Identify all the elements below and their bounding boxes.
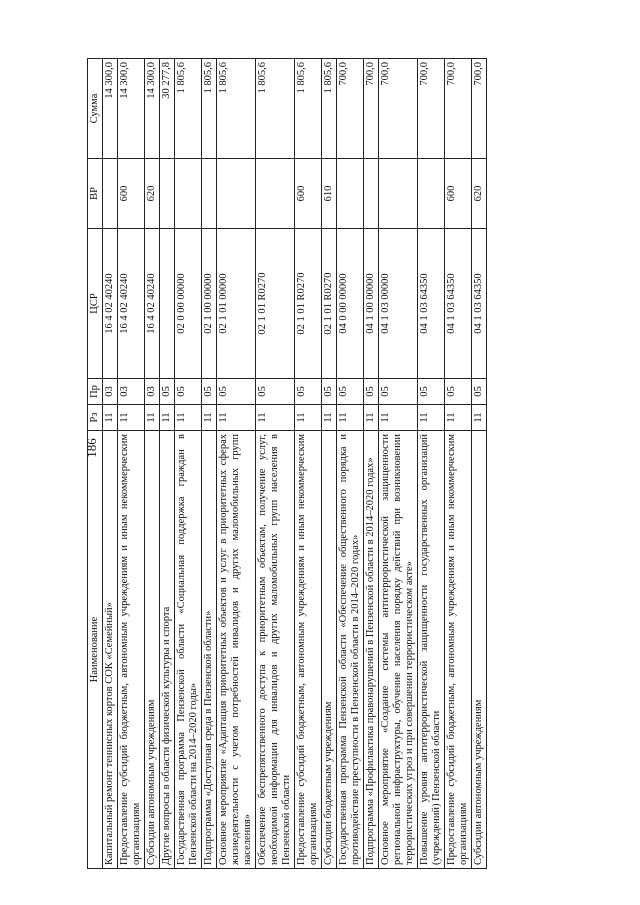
cell-sum: 1 805,6: [217, 59, 256, 159]
budget-table-container: [87, 59, 525, 869]
cell-name: Предоставление субсидий бюджетным, автономным учреждениям и иным некоммерческим организациям: [445, 431, 472, 869]
cell-sum: 700,0: [364, 59, 379, 159]
cell-pr: 05: [160, 379, 175, 405]
cell-rz: 11: [103, 405, 118, 431]
table-row: [295, 59, 322, 869]
cell-vr: [175, 159, 202, 229]
header-csr: ЦСР: [88, 229, 103, 379]
table-row: [160, 59, 175, 869]
cell-rz: 11: [217, 405, 256, 431]
cell-csr: 04 1 00 00000: [364, 229, 379, 379]
page-number: 186: [84, 438, 99, 458]
table-row: [364, 59, 379, 869]
table-row: [379, 59, 418, 869]
cell-sum: 14 300,0: [103, 59, 118, 159]
cell-csr: 04 0 00 00000: [337, 229, 364, 379]
table-row: [103, 59, 118, 869]
header-pr: Пр: [88, 379, 103, 405]
cell-rz: 11: [160, 405, 175, 431]
cell-sum: 700,0: [418, 59, 445, 159]
cell-vr: 620: [145, 159, 160, 229]
cell-sum: 30 277,8: [160, 59, 175, 159]
cell-rz: 11: [175, 405, 202, 431]
budget-table: [87, 58, 487, 869]
cell-pr: 05: [175, 379, 202, 405]
cell-pr: 05: [418, 379, 445, 405]
table-header-row: [88, 59, 103, 869]
cell-pr: 03: [118, 379, 145, 405]
table-row: [256, 59, 295, 869]
cell-sum: 700,0: [337, 59, 364, 159]
cell-csr: 16 4 02 40240: [118, 229, 145, 379]
cell-pr: 05: [322, 379, 337, 405]
cell-vr: 620: [472, 159, 487, 229]
cell-rz: 11: [202, 405, 217, 431]
table-row: [322, 59, 337, 869]
cell-rz: 11: [256, 405, 295, 431]
cell-name: Основное мероприятие «Создание системы антитеррористической защищенности региональной инфраструктуры, обучение населения порядку действий при возникновении террористических угроз и при совершении террористическом акте»: [379, 431, 418, 869]
cell-pr: 05: [217, 379, 256, 405]
cell-pr: 05: [379, 379, 418, 405]
cell-pr: 05: [202, 379, 217, 405]
cell-name: Государственная программа Пензенской области «Обеспечение общественного порядка и противодействие преступности в Пензенской области в 2014–2020 годах»: [337, 431, 364, 869]
table-row: [418, 59, 445, 869]
cell-sum: 1 805,6: [256, 59, 295, 159]
cell-rz: 11: [472, 405, 487, 431]
cell-csr: 02 1 00 00000: [202, 229, 217, 379]
cell-rz: 11: [379, 405, 418, 431]
cell-vr: [337, 159, 364, 229]
cell-name: Обеспечение беспрепятственного доступа к приоритетным объектам, получение услуг, необходимой информации для инвалидов и других маломобильных групп населения в Пензенской области: [256, 431, 295, 869]
cell-csr: 16 4 02 40240: [145, 229, 160, 379]
cell-pr: 05: [364, 379, 379, 405]
table-row: [202, 59, 217, 869]
cell-csr: 02 1 01 R0270: [295, 229, 322, 379]
table-row: [445, 59, 472, 869]
cell-csr: 04 1 03 64350: [418, 229, 445, 379]
cell-name: Субсидии автономным учреждениям: [145, 431, 160, 869]
cell-rz: 11: [322, 405, 337, 431]
cell-rz: 11: [118, 405, 145, 431]
cell-csr: 04 1 03 00000: [379, 229, 418, 379]
cell-vr: [160, 159, 175, 229]
cell-csr: 02 0 00 00000: [175, 229, 202, 379]
table-row: [145, 59, 160, 869]
cell-name: Повышение уровня антитеррористической защищенности государственных организаций (учреждений) Пензенской области: [418, 431, 445, 869]
cell-csr: 16 4 02 40240: [103, 229, 118, 379]
cell-pr: 03: [103, 379, 118, 405]
cell-vr: [364, 159, 379, 229]
table-body: [103, 59, 487, 869]
cell-pr: 05: [337, 379, 364, 405]
table-row: [472, 59, 487, 869]
header-rz: Рз: [88, 405, 103, 431]
cell-rz: 11: [364, 405, 379, 431]
cell-vr: 600: [445, 159, 472, 229]
cell-csr: 04 1 03 64350: [445, 229, 472, 379]
cell-vr: 600: [118, 159, 145, 229]
cell-sum: 1 805,6: [202, 59, 217, 159]
table-row: [217, 59, 256, 869]
cell-rz: 11: [418, 405, 445, 431]
header-sum: Сумма: [88, 59, 103, 159]
cell-sum: 14 300,0: [145, 59, 160, 159]
cell-vr: [103, 159, 118, 229]
cell-vr: [379, 159, 418, 229]
cell-rz: 11: [445, 405, 472, 431]
cell-vr: [256, 159, 295, 229]
cell-csr: 02 1 01 R0270: [322, 229, 337, 379]
cell-pr: 03: [145, 379, 160, 405]
cell-sum: 1 805,6: [295, 59, 322, 159]
cell-name: Капитальный ремонт теннисных кортов СОК «Семейный»: [103, 431, 118, 869]
cell-vr: 610: [322, 159, 337, 229]
cell-pr: 05: [472, 379, 487, 405]
cell-name: Подпрограмма «Доступная среда в Пензенской области»: [202, 431, 217, 869]
cell-name: Основное мероприятие «Адаптация приоритетных объектов и услуг в приоритетных сферах жизнедеятельности с учетом потребностей инвалидов и других маломобильных групп населения»: [217, 431, 256, 869]
cell-rz: 11: [295, 405, 322, 431]
cell-vr: [418, 159, 445, 229]
header-vr: ВР: [88, 159, 103, 229]
cell-sum: 700,0: [472, 59, 487, 159]
cell-sum: 1 805,6: [175, 59, 202, 159]
cell-name: Субсидии автономным учреждениям: [472, 431, 487, 869]
cell-sum: 700,0: [445, 59, 472, 159]
cell-pr: 05: [256, 379, 295, 405]
cell-pr: 05: [445, 379, 472, 405]
table-row: [337, 59, 364, 869]
cell-csr: 02 1 01 R0270: [256, 229, 295, 379]
table-row: [118, 59, 145, 869]
cell-sum: 1 805,6: [322, 59, 337, 159]
cell-sum: 700,0: [379, 59, 418, 159]
table-row: [175, 59, 202, 869]
cell-name: Предоставление субсидий бюджетным, автономным учреждениям и иным некоммерческим организациям: [118, 431, 145, 869]
cell-rz: 11: [145, 405, 160, 431]
cell-csr: 02 1 01 00000: [217, 229, 256, 379]
header-name: Наименование: [88, 431, 103, 869]
cell-pr: 05: [295, 379, 322, 405]
cell-csr: 04 1 03 64350: [472, 229, 487, 379]
cell-csr: [160, 229, 175, 379]
cell-rz: 11: [337, 405, 364, 431]
cell-name: Другие вопросы в области физической культуры и спорта: [160, 431, 175, 869]
cell-name: Государственная программа Пензенской области «Социальная поддержка граждан в Пензенской области на 2014–2020 годы»: [175, 431, 202, 869]
cell-vr: [217, 159, 256, 229]
cell-name: Подпрограмма «Профилактика правонарушений в Пензенской области в 2014–2020 годах»: [364, 431, 379, 869]
cell-vr: 600: [295, 159, 322, 229]
cell-vr: [202, 159, 217, 229]
cell-name: Предоставление субсидий бюджетным, автономным учреждениям и иным некоммерческим организациям: [295, 431, 322, 869]
cell-sum: 14 300,0: [118, 59, 145, 159]
cell-name: Субсидии бюджетным учреждениям: [322, 431, 337, 869]
